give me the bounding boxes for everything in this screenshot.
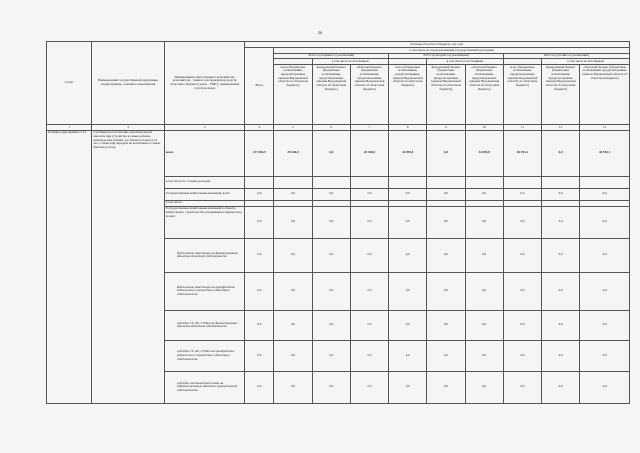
- value-cell: 44 095,8: [465, 130, 503, 176]
- empty-cell: [503, 176, 541, 188]
- value-cell: 0,0: [245, 206, 274, 238]
- main-row: [47, 130, 630, 176]
- header-years: в том числе по годам реализации государственной программы: [274, 48, 630, 54]
- value-cell: 0,0: [580, 310, 630, 340]
- row-label: субсидии ГУ, АУ, ГУПам на финансирование объектов областной собственности: [164, 310, 245, 340]
- row-label: Государственные капитальные вложения, всего: [164, 188, 245, 200]
- header-y3-fed: федеральный бюджет (бюджетные ассигнования, предусмотренные законом Воронежской области об областном бюджете): [542, 65, 580, 125]
- empty-cell: [542, 176, 580, 188]
- expenses-table: [46, 41, 630, 404]
- value-cell: 0,0: [503, 206, 541, 238]
- value-cell: 0,0: [389, 206, 427, 238]
- value-cell: 0,0: [465, 310, 503, 340]
- value-cell: 0,0: [312, 272, 350, 310]
- col-number: 3: [164, 125, 245, 131]
- value-cell: 46 593,1: [503, 130, 541, 176]
- header-y2-fed: федеральный бюджет (бюджетные ассигнования, предусмотренные законом Воронежской области об областном бюджете): [427, 65, 465, 125]
- header-total: Всего: [245, 48, 274, 125]
- value-cell: 0,0: [312, 371, 350, 403]
- col-number: 4: [245, 125, 274, 131]
- header-y1-fed: федеральный бюджет (бюджетные ассигнования, предусмотренные законом Воронежской области об областном бюджете): [312, 65, 350, 125]
- value-cell: 0,0: [274, 371, 312, 403]
- program-cell: Субсидии на обеспечение дополнительной выплаты при устройстве в семью ребенка-инвалида или ребенка, достигшего возраста 10 лет, а также при передаче на воспитание в семью братьев (сестер): [92, 130, 164, 403]
- value-cell: 0,0: [350, 272, 388, 310]
- value-cell: 0,0: [465, 188, 503, 200]
- col-number: 8: [389, 125, 427, 131]
- col-number: 12: [542, 125, 580, 131]
- value-cell: 0,0: [427, 188, 465, 200]
- value-cell: 0,0: [389, 238, 427, 272]
- value-cell: 28 340,0: [274, 130, 312, 176]
- value-cell: 0,0: [312, 206, 350, 238]
- value-cell: 0,0: [542, 206, 580, 238]
- value-cell: 0,0: [245, 272, 274, 310]
- col-number: 11: [503, 125, 541, 131]
- col-number: 9: [427, 125, 465, 131]
- value-cell: 0,0: [389, 371, 427, 403]
- col-number: 6: [312, 125, 350, 131]
- value-cell: 0,0: [580, 371, 630, 403]
- header-y3-reg: областной бюджет (бюджетные ассигнования, предусмотренные законом Воронежской области об областном бюджете): [580, 65, 630, 125]
- value-cell: 0,0: [465, 340, 503, 371]
- value-cell: 0,0: [465, 371, 503, 403]
- value-cell: 0,0: [389, 340, 427, 371]
- empty-cell: [245, 176, 274, 188]
- value-cell: 0,0: [580, 340, 630, 371]
- value-cell: 0,0: [350, 310, 388, 340]
- header-y1-sources: в том числе по источникам: [312, 59, 388, 65]
- value-cell: 0,0: [503, 272, 541, 310]
- value-cell: 0,0: [427, 371, 465, 403]
- value-cell: 28 340,0: [350, 130, 388, 176]
- empty-cell: [312, 176, 350, 188]
- value-cell: 0,0: [312, 340, 350, 371]
- row-label: в том числе:: [164, 200, 245, 206]
- col-number: 2: [92, 125, 164, 131]
- value-cell: 0,0: [312, 310, 350, 340]
- empty-cell: [465, 176, 503, 188]
- value-cell: 0,0: [503, 238, 541, 272]
- col-number: 13: [580, 125, 630, 131]
- value-cell: 0,0: [245, 238, 274, 272]
- executor-cell: всего: [164, 130, 245, 176]
- row-label: субсидии ГУ, АУ, ГУПам на приобретение недвижимого имущества в областную собственность: [164, 340, 245, 371]
- empty-cell: [350, 176, 388, 188]
- row-label: бюджетные инвестиции на финансирование объектов областной собственности: [164, 238, 245, 272]
- value-cell: 0,0: [274, 188, 312, 200]
- value-cell: 0,0: [542, 188, 580, 200]
- col-number: 5: [274, 125, 312, 131]
- value-cell: 0,0: [389, 188, 427, 200]
- value-cell: 0,0: [274, 272, 312, 310]
- col-number: 10: [465, 125, 503, 131]
- value-cell: 0,0: [542, 310, 580, 340]
- value-cell: 0,0: [427, 238, 465, 272]
- row-label: в том числе по статьям расходов:: [164, 176, 245, 188]
- value-cell: 0,0: [542, 130, 580, 176]
- value-cell: 0,0: [274, 206, 312, 238]
- value-cell: 0,0: [580, 188, 630, 200]
- header-y2-reg: областной бюджет (бюджетные ассигнования, предусмотренные законом Воронежской области об областном бюджете): [465, 65, 503, 125]
- empty-cell: [389, 176, 427, 188]
- col-number: 1: [47, 125, 92, 131]
- header-y2-all: всего (бюджетные ассигнования, предусмотренные законом Воронежской области об областном бюджете): [389, 65, 427, 125]
- value-cell: 0,0: [503, 188, 541, 200]
- header-expenses: Расходы областного бюджета, тыс. руб.: [245, 42, 630, 48]
- header-program: Наименование государственной программы, подпрограммы, основного мероприятия: [92, 42, 164, 125]
- value-cell: 0,0: [245, 371, 274, 403]
- value-cell: 0,0: [312, 188, 350, 200]
- value-cell: 0,0: [580, 238, 630, 272]
- value-cell: 0,0: [427, 310, 465, 340]
- value-cell: 0,0: [580, 206, 630, 238]
- value-cell: 0,0: [389, 272, 427, 310]
- empty-cell: [427, 176, 465, 188]
- header-y3-sources: в том числе по источникам: [542, 59, 630, 65]
- header-y3-all: всего (бюджетные ассигнования, предусмотренные законом Воронежской области об областном бюджете): [503, 65, 541, 125]
- header-y1-reg: областной бюджет (бюджетные ассигнования, предусмотренные законом Воронежской области об областном бюджете): [350, 65, 388, 125]
- value-cell: 0,0: [389, 310, 427, 340]
- value-cell: 0,0: [427, 272, 465, 310]
- header-year-2015: 2015 год (второй год реализации): [389, 53, 504, 59]
- row-label: Государственные капитальные вложения в объекты капитального строительства и недвижимое имущество), из них:: [164, 206, 245, 238]
- value-cell: 0,0: [245, 310, 274, 340]
- value-cell: 0,0: [465, 238, 503, 272]
- page-number: 26: [318, 30, 322, 35]
- value-cell: 0,0: [427, 206, 465, 238]
- value-cell: 0,0: [580, 272, 630, 310]
- value-cell: 0,0: [350, 206, 388, 238]
- value-cell: 0,0: [350, 238, 388, 272]
- value-cell: 0,0: [350, 371, 388, 403]
- value-cell: 0,0: [542, 238, 580, 272]
- value-cell: 0,0: [350, 340, 388, 371]
- value-cell: 0,0: [245, 340, 274, 371]
- header-executor: Наименование ответственного исполнителя, исполнителя - главного распорядителя средств областного бюджета (далее - ГРБС), наименование статей расходов: [164, 42, 245, 125]
- header-status: Статус: [47, 42, 92, 125]
- value-cell: 0,0: [542, 340, 580, 371]
- value-cell: 0,0: [503, 310, 541, 340]
- value-cell: 0,0: [274, 340, 312, 371]
- empty-cell: [580, 176, 630, 188]
- value-cell: 0,0: [503, 340, 541, 371]
- value-cell: 46 593,1: [580, 130, 630, 176]
- header-y2-sources: в том числе по источникам: [427, 59, 503, 65]
- value-cell: 0,0: [312, 130, 350, 176]
- value-cell: 0,0: [245, 188, 274, 200]
- value-cell: 0,0: [542, 371, 580, 403]
- header-y1-all: всего (бюджетные ассигнования, предусмотренные законом Воронежской области об областном бюджете): [274, 65, 312, 125]
- value-cell: 0,0: [465, 272, 503, 310]
- value-cell: 0,0: [427, 340, 465, 371]
- value-cell: 0,0: [542, 272, 580, 310]
- value-cell: 137 004,9: [245, 130, 274, 176]
- value-cell: 0,0: [427, 130, 465, 176]
- header-year-2014: 2014 год (первый год реализации): [274, 53, 389, 59]
- row-label: субсидии местным бюджетам на софинансирование объектов муниципальной собственности: [164, 371, 245, 403]
- value-cell: 0,0: [503, 371, 541, 403]
- value-cell: 0,0: [465, 206, 503, 238]
- value-cell: 0,0: [312, 238, 350, 272]
- col-number: 7: [350, 125, 388, 131]
- value-cell: 0,0: [274, 238, 312, 272]
- status-cell: Основное мероприятие 2.12: [47, 130, 92, 403]
- value-cell: 0,0: [350, 188, 388, 200]
- value-cell: 44 095,8: [389, 130, 427, 176]
- header-year-2016: 2016 год (третий год реализации): [503, 53, 629, 59]
- empty-cell: [274, 176, 312, 188]
- row-label: бюджетные инвестиции на приобретение недвижимого имущества в областную собственность: [164, 272, 245, 310]
- value-cell: 0,0: [274, 310, 312, 340]
